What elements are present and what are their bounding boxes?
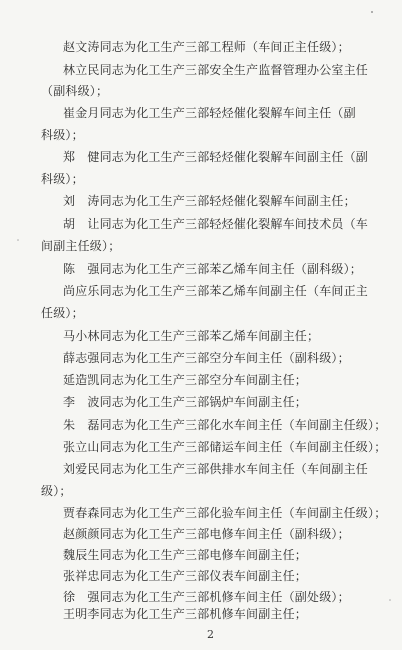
text-line: 魏辰生同志为化工生产三部电修车间副主任； bbox=[63, 548, 308, 562]
text-line: 任级）； bbox=[41, 306, 84, 320]
text-line: 徐 强同志为化工生产三部机修车间主任（副处级）； bbox=[63, 590, 350, 604]
text-line: 陈 强同志为化工生产三部苯乙烯车间主任（副科级）； bbox=[63, 262, 363, 276]
text-line: 尚应乐同志为化工生产三部苯乙烯车间副主任（车间正主 bbox=[63, 284, 369, 298]
text-line: 刘爱民同志为化工生产三部供排水车间主任（车间副主任 bbox=[63, 462, 369, 476]
text-line: 崔金月同志为化工生产三部轻烃催化裂解车间主任（副 bbox=[63, 106, 356, 120]
text-line: 科级）； bbox=[41, 172, 84, 186]
text-line: 胡 让同志为化工生产三部轻烃催化裂解车间技术员（车 bbox=[63, 217, 369, 231]
text-line: 贾春森同志为化工生产三部化验车间主任（车间副主任级）； bbox=[63, 506, 387, 520]
text-line: 张祥忠同志为化工生产三部仪表车间副主任； bbox=[63, 569, 308, 583]
text-line: 张立山同志为化工生产三部储运车间主任（车间副主任级）； bbox=[63, 440, 387, 454]
text-line: 林立民同志为化工生产三部安全生产监督管理办公室主任 bbox=[63, 63, 369, 77]
text-line: 李 波同志为化工生产三部锅炉车间副主任； bbox=[63, 395, 308, 409]
text-line: 刘 涛同志为化工生产三部轻烃催化裂解车间副主任； bbox=[63, 194, 356, 208]
text-line: （副科级）； bbox=[41, 84, 109, 98]
text-line: 科级）； bbox=[41, 128, 84, 142]
text-line: 级）； bbox=[41, 484, 72, 498]
text-line: 间副主任级）； bbox=[41, 239, 121, 253]
page-number: 2 bbox=[207, 628, 214, 641]
text-line: 马小林同志为化工生产三部苯乙烯车间副主任； bbox=[63, 329, 320, 343]
text-line: 郑 健同志为化工生产三部轻烃催化裂解车间副主任（副 bbox=[63, 150, 369, 164]
text-line: 薛志强同志为化工生产三部空分车间主任（副科级）； bbox=[63, 351, 350, 365]
text-line: 王明李同志为化工生产三部机修车间副主任； bbox=[63, 607, 308, 621]
scan-speck bbox=[17, 239, 19, 241]
text-line: 延造凯同志为化工生产三部空分车间副主任； bbox=[63, 373, 308, 387]
scan-speck bbox=[371, 11, 373, 13]
text-line: 朱 磊同志为化工生产三部化水车间主任（车间副主任级）； bbox=[63, 418, 387, 432]
text-line: 赵颜颜同志为化工生产三部电修车间主任（副科级）； bbox=[63, 527, 350, 541]
text-line: 赵文涛同志为化工生产三部工程师（车间正主任级）； bbox=[63, 40, 350, 54]
scan-speck bbox=[389, 599, 391, 601]
